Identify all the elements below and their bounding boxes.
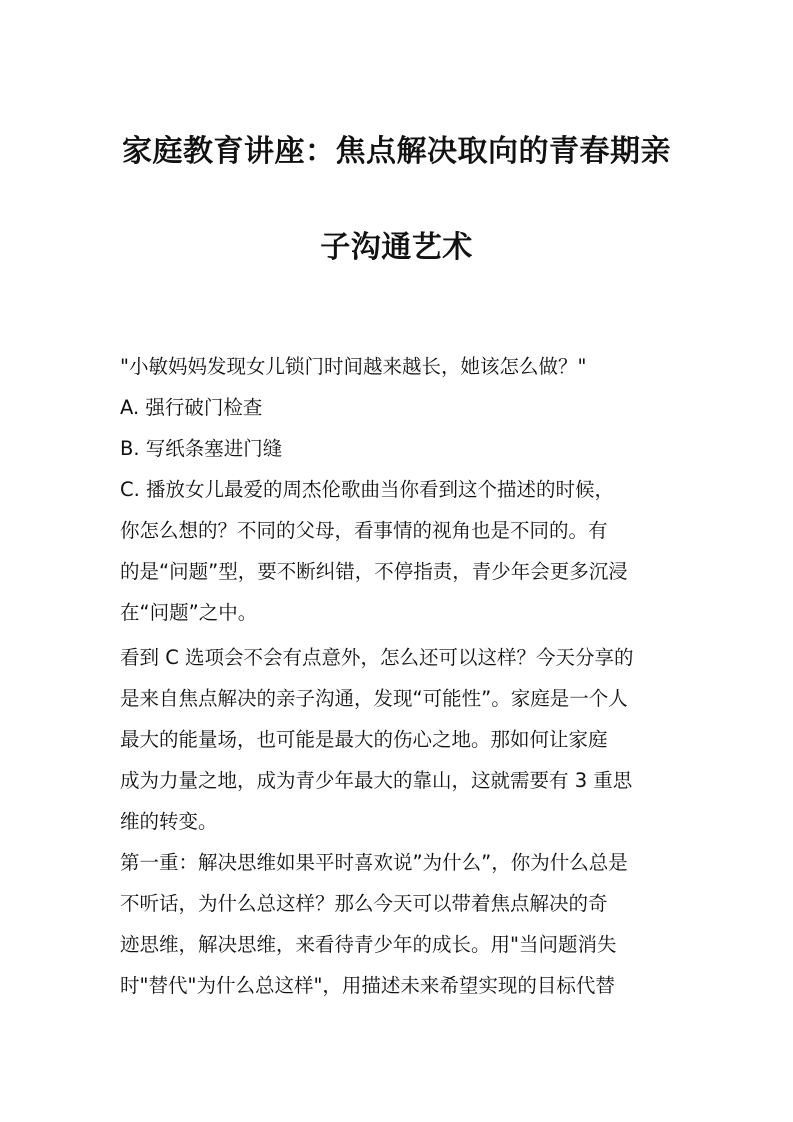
text-line: 不听话，为什么总这样？那么今天可以带着焦点解决的奇 — [120, 892, 608, 915]
option-c-line: C. 播放女儿最爱的周杰伦歌曲当你看到这个描述的时候， — [120, 478, 615, 501]
document-title-line-2: 子沟通艺术 — [320, 230, 473, 265]
document-body — [120, 346, 680, 1006]
option-a: A. 强行破门检查 — [120, 396, 263, 419]
text-line: 看到 C 选项会不会有点意外，怎么还可以这样？今天分享的 — [120, 646, 634, 669]
text-line: 时"替代"为什么总这样"，用描述未来希望实现的目标代替 — [120, 974, 615, 997]
text-line: 维的转变。 — [120, 810, 218, 833]
text-line: 是来自焦点解决的亲子沟通，发现“可能性”。家庭是一个人 — [120, 687, 628, 710]
option-b: B. 写纸条塞进门缝 — [120, 437, 283, 460]
text-line: 的是“问题”型，要不断纠错，不停指责，青少年会更多沉浸 — [120, 560, 628, 583]
text-line: 迹思维，解决思维，来看待青少年的成长。用"当问题消失 — [120, 933, 617, 956]
text-line: 第一重：解决思维如果平时喜欢说”为什么”，你为什么总是 — [120, 851, 628, 874]
question-line: "小敏妈妈发现女儿锁门时间越来越长，她该怎么做？" — [120, 355, 587, 378]
document-title-line-1: 家庭教育讲座：焦点解决取向的青春期亲 — [122, 134, 671, 169]
text-line: 最大的能量场，也可能是最大的伤心之地。那如何让家庭 — [120, 728, 608, 751]
text-line: 成为力量之地，成为青少年最大的靠山，这就需要有 3 重思 — [120, 769, 633, 792]
text-line: 在“问题”之中。 — [120, 601, 258, 624]
text-line: 你怎么想的？不同的父母，看事情的视角也是不同的。有 — [120, 519, 608, 542]
